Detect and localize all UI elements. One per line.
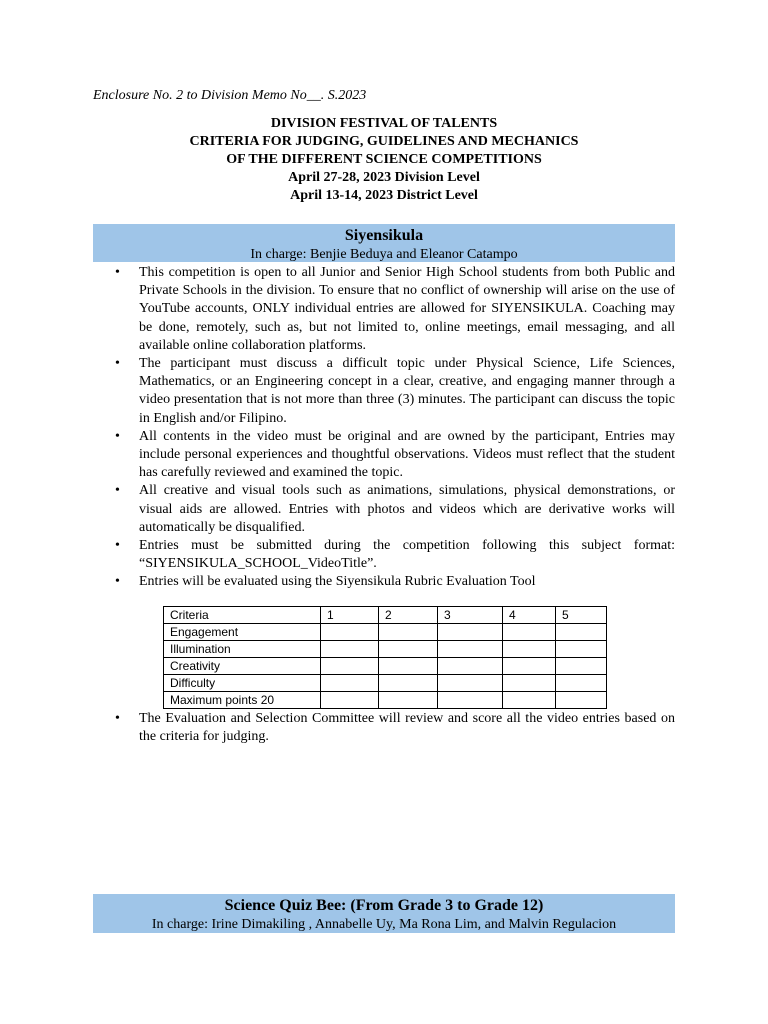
table-row (164, 658, 607, 675)
table-cell (321, 658, 379, 675)
list-item: • All creative and visual tools such as animations, simulations, physical demonstrations, or visual aids are allowed. Entries with photos and videos which are derivative works will automatically be disqualified. (115, 483, 675, 535)
table-header-cell: Criteria (164, 607, 321, 624)
quiz-bee-banner (93, 894, 675, 933)
bullet-icon: • (115, 265, 120, 280)
list-item: • This competition is open to all Junior and Senior High School students from both Public and Private Schools in the division. To ensure that no conflict of ownership will arise on the use of YouTube accounts, ONLY individual entries are allowed for SIYENSIKULA. Coaching may be done, remotely, such as, but not limited to, online meetings, email messaging, and all available online collaboration platforms. (115, 265, 675, 353)
table-cell (438, 675, 503, 692)
quiz-bee-title: Science Quiz Bee: (From Grade 3 to Grade 12) (224, 897, 544, 914)
list-item: • Entries must be submitted during the competition following this subject format: “SIYENSIKULA_SCHOOL_VideoTitle”. (115, 538, 675, 572)
table-cell (321, 624, 379, 641)
title-line: April 27-28, 2023 Division Level (288, 170, 480, 185)
title-line: April 13-14, 2023 District Level (290, 188, 478, 203)
table-cell (503, 692, 556, 709)
title-line: DIVISION FESTIVAL OF TALENTS (270, 116, 498, 131)
bullet-icon: • (115, 538, 120, 554)
table-cell: Illumination (164, 641, 321, 658)
quiz-bee-in-charge: In charge: Irine Dimakiling , Annabelle Uy, Ma Rona Lim, and Malvin Regulacion (151, 917, 617, 932)
table-row (164, 641, 607, 658)
title-line: OF THE DIFFERENT SCIENCE COMPETITIONS (226, 152, 542, 167)
table-header-cell: 1 (321, 607, 379, 624)
table-cell (379, 658, 438, 675)
table-cell (321, 675, 379, 692)
table-cell (438, 658, 503, 675)
table-row (164, 624, 607, 641)
enclosure-note: Enclosure No. 2 to Division Memo No__. S.2023 (93, 88, 367, 103)
table-header-cell: 4 (503, 607, 556, 624)
list-item: • The Evaluation and Selection Committee will review and score all the video entries based on the criteria for judging. (115, 711, 675, 745)
bullet-icon: • (115, 356, 120, 372)
table-row (164, 692, 607, 709)
table-header-cell: 5 (556, 607, 607, 624)
table-cell (379, 675, 438, 692)
siyensikula-closing (93, 710, 675, 746)
table-cell (503, 641, 556, 658)
bullet-icon: • (115, 428, 120, 444)
list-item: • Entries will be evaluated using the Siyensikula Rubric Evaluation Tool (93, 573, 675, 591)
table-cell (379, 692, 438, 709)
list-item: • The participant must discuss a difficult topic under Physical Science, Life Sciences, Mathematics, or an Engineering concept in a clear, creative, and engaging manner through a video presentation that is not more than three (3) minutes. The participant can discuss the topic in English and/or Filipino. (115, 356, 675, 426)
table-cell (379, 641, 438, 658)
table-cell: Engagement (164, 624, 321, 641)
bullet-icon: • (115, 574, 120, 590)
table-header-row (164, 607, 607, 624)
table-cell (503, 675, 556, 692)
table-cell (503, 658, 556, 675)
rubric-table (163, 606, 607, 709)
table-header-cell: 3 (438, 607, 503, 624)
siyensikula-title: Siyensikula (344, 227, 424, 244)
table-header-cell: 2 (379, 607, 438, 624)
table-cell: Difficulty (164, 675, 321, 692)
table-cell (321, 641, 379, 658)
table-cell (321, 692, 379, 709)
table-cell: Creativity (164, 658, 321, 675)
table-cell: Maximum points 20 (164, 692, 321, 709)
bullet-icon: • (115, 711, 120, 726)
table-cell (556, 692, 607, 709)
table-cell (556, 624, 607, 641)
table-row (164, 675, 607, 692)
list-item: • All contents in the video must be original and are owned by the participant, Entries may include personal experiences and thoughtful observations. Videos must reflect that the student has carefully reviewed and examined the topic. (115, 428, 675, 481)
table-cell (438, 692, 503, 709)
table-cell (503, 624, 556, 641)
siyensikula-in-charge: In charge: Benjie Beduya and Eleanor Catampo (250, 247, 518, 262)
bullet-icon: • (115, 483, 120, 499)
table-cell (556, 675, 607, 692)
siyensikula-banner (93, 224, 675, 262)
siyensikula-guidelines (93, 264, 675, 592)
table-cell (438, 641, 503, 658)
document-title (93, 115, 675, 205)
table-cell (379, 624, 438, 641)
table-cell (556, 641, 607, 658)
table-cell (438, 624, 503, 641)
table-cell (556, 658, 607, 675)
title-line: CRITERIA FOR JUDGING, GUIDELINES AND MECHANICS (189, 134, 579, 149)
